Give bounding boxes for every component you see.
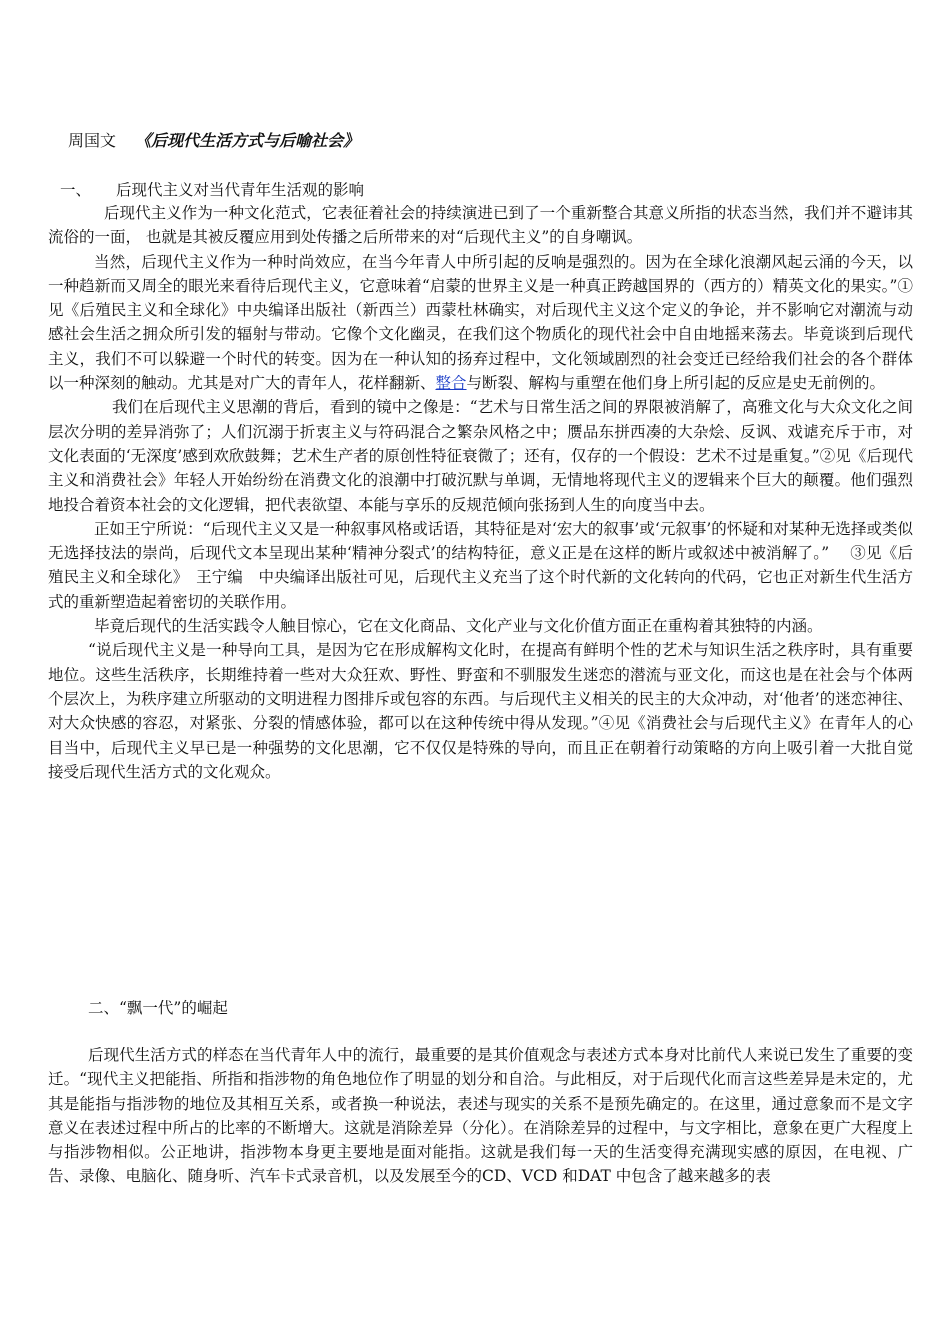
section-1-body xyxy=(48,201,913,784)
paragraph: 正如王宁所说：“后现代主义又是一种叙事风格或话语，其特征是对‘宏大的叙事’或‘元叙事’的怀疑和对某种无选择或类似无选择技法的崇尚，后现代文本呈现出某种‘精神分裂式’的结构特征，意义正是在这样的断片或叙述中被消解了。” ③见《后殖民主义和全球化》 王宁编 中央编译出版社可见，后现代主义充当了这个时代新的文化转向的代码，它也正对新生代生活方式的重新塑造起着密切的关联作用。 xyxy=(48,519,913,611)
book-title: 《后现代生活方式与后喻社会》 xyxy=(135,131,360,150)
integration-link[interactable]: 整合 xyxy=(435,374,467,393)
paragraph-text: 与断裂、解构与重塑在他们身上所引起的反应是史无前例的。 xyxy=(466,374,886,393)
section-1-heading-text: 后现代主义对当代青年生活观的影响 xyxy=(116,181,365,199)
paragraph-text: 当然，后现代主义作为一种时尚效应，在当今年青人中所引起的反响是强烈的。因为在全球化浪潮风起云涌的今天，以一种趋新而又周全的眼光来看待后现代主义，它意味着“启蒙的世界主义是一种真正跨越国界的（西方的）精英文化的果实。”①见《后殖民主义和全球化》中央编译出版社（新西兰）西蒙杜林确实，对后现代主义这个定义的争论，并不影响它对潮流与动感社会生活之拥众所引发的辐射与带动。它像个文化幽灵，在我们这个物质化的现代社会中自由地摇来荡去。毕竟谈到后现代主义，我们不可以躲避一个时代的转变。因为在一种认知的扬弃过程中，文化领域剧烈的社会变迁已经给我们社会的各个群体以一种深刻的触动。尤其是对广大的青年人，花样翻新、 xyxy=(48,252,913,393)
paragraph: 我们在后现代主义思潮的背后，看到的镜中之像是：“艺术与日常生活之间的界限被消解了，高雅文化与大众文化之间层次分明的差异消弥了；人们沉溺于折衷主义与符码混合之繁杂风格之中；赝品东拼西凑的大杂烩、反讽、戏谑充斥于市，对文化表面的‘无深度’感到欢欣鼓舞；艺术生产者的原创性特征衰微了；还有，仅存的一个假设：艺术不过是重复。”②见《后现代主义和消费社会》年轻人开始纷纷在消费文化的浪潮中打破沉默与单调，无情地将现代主义的逻辑来个巨大的颠覆。他们强烈地投合着资本社会的文化逻辑，把代表欲望、本能与享乐的反规范倾向张扬到人生的向度当中去。 xyxy=(48,398,913,514)
section-2-heading: 二、“飘一代”的崛起 xyxy=(88,999,228,1017)
author-name: 周国文 xyxy=(68,131,117,150)
paragraph: 毕竟后现代的生活实践令人触目惊心，它在文化商品、文化产业与文化价值方面正在重构着其独特的内涵。 xyxy=(94,617,823,636)
paragraph: “说后现代主义是一种导向工具，是因为它在形成解构文化时，在提高有鲜明个性的艺术与知识生活之秩序时，具有重要地位。这些生活秩序，长期维持着一些对大众狂欢、野性、野蛮和不驯服发生迷恋的潜流与亚文化，而这也是在社会与个体两个层次上，为秩序建立所驱动的文明进程力图排斥或包容的东西。与后现代主义相关的民主的大众冲动，对‘他者’的迷恋神往、对大众快感的容忍，对紧张、分裂的情感体验，都可以在这种传统中得从发现。”④见《消费社会与后现代主义》在青年人的心目当中，后现代主义早已是一种强势的文化思潮，它不仅仅是特殊的导向，而且正在朝着行动策略的方向上吸引着一大批自觉接受后现代生活方式的文化观众。 xyxy=(48,641,913,781)
section-2-body xyxy=(48,1043,913,1189)
document-title xyxy=(68,130,359,152)
paragraph: 后现代主义作为一种文化范式，它表征着社会的持续演进已到了一个重新整合其意义所指的状态当然，我们并不避讳其流俗的一面， 也就是其被反覆应用到处传播之后所带来的对“后现代主义”的自身嘲讽。 xyxy=(48,204,913,247)
section-1-heading xyxy=(60,179,364,201)
section-1-number: 一、 xyxy=(60,181,92,199)
paragraph: 后现代生活方式的样态在当代青年人中的流行，最重要的是其价值观念与表述方式本身对比前代人来说已发生了重要的变迁。“现代主义把能指、所指和指涉物的角色地位作了明显的划分和自洽。与此相反，对于后现代化而言这些差异是未定的，尤其是能指与指涉物的地位及其相互关系，或者换一种说法，表述与现实的关系不是预先确定的。在这里，通过意象而不是文字意义在表述过程中所占的比率的不断增大。这就是消除差异（分化）。在消除差异的过程中，与文字相比，意象在更广大程度上与指涉物相似。公正地讲，指涉物本身更主要地是面对能指。这就是我们每一天的生活变得充满现实感的原因，在电视、广告、录像、电脑化、随身听、汽车卡式录音机，以及发展至今的CD、VCD 和DAT 中包含了越来越多的表 xyxy=(48,1046,913,1186)
paragraph xyxy=(48,250,913,396)
